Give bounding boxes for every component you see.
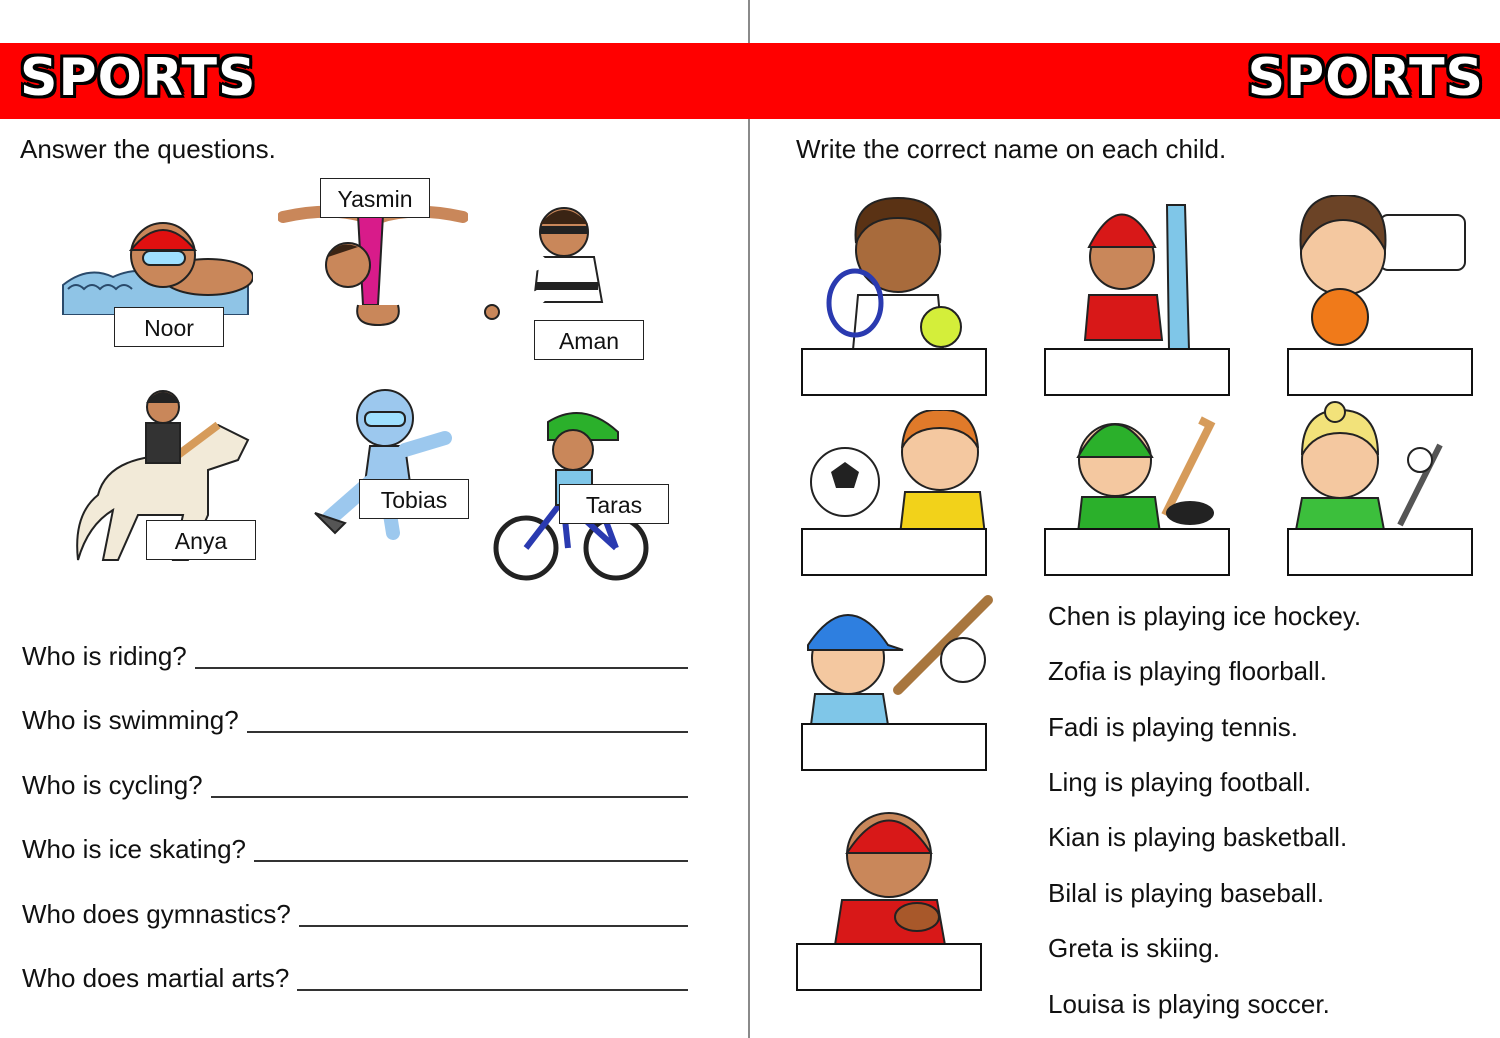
answer-line[interactable] [254, 859, 688, 862]
answer-line[interactable] [247, 730, 688, 733]
name-box-american-football[interactable] [796, 943, 982, 991]
label-noor: Noor [114, 307, 224, 347]
left-instruction: Answer the questions. [20, 134, 276, 164]
question-text: Who is cycling? [22, 770, 203, 800]
label-taras: Taras [559, 484, 669, 524]
skier-illustration [1067, 195, 1212, 350]
label-aman: Aman [534, 320, 644, 360]
question-text: Who is riding? [22, 641, 187, 671]
basketball-player-illustration [1285, 195, 1470, 350]
martial-artist-illustration [484, 202, 634, 332]
baseball-player-illustration [803, 590, 993, 725]
football-player-illustration [810, 410, 995, 535]
label-yasmin: Yasmin [320, 178, 430, 218]
page-title-right: SPORTS [1247, 48, 1484, 108]
answer-line[interactable] [299, 924, 688, 927]
answer-line[interactable] [195, 666, 688, 669]
question-swimming [22, 702, 688, 736]
answer-line[interactable] [297, 988, 688, 991]
question-text: Who is ice skating? [22, 834, 246, 864]
name-box-skier[interactable] [1044, 348, 1230, 396]
american-football-player-illustration [807, 805, 972, 945]
ice-hockey-player-illustration [1070, 415, 1225, 535]
question-text: Who does martial arts? [22, 963, 290, 993]
sentence-bilal: Bilal is playing baseball. [1048, 878, 1325, 908]
name-box-football[interactable] [801, 528, 987, 576]
question-text: Who does gymnastics? [22, 899, 291, 929]
sentence-louisa: Louisa is playing soccer. [1048, 989, 1330, 1019]
question-martial-arts [22, 960, 688, 994]
question-ice-skating [22, 831, 688, 865]
sentence-chen: Chen is playing ice hockey. [1048, 601, 1362, 631]
question-cycling [22, 767, 688, 801]
name-box-basketball[interactable] [1287, 348, 1473, 396]
swimmer-illustration [58, 215, 253, 315]
question-text: Who is swimming? [22, 705, 239, 735]
name-box-tennis[interactable] [801, 348, 987, 396]
right-instruction: Write the correct name on each child. [796, 134, 1227, 164]
sentence-zofia: Zofia is playing floorball. [1048, 656, 1327, 686]
sentence-greta: Greta is skiing. [1048, 933, 1220, 963]
sentence-ling: Ling is playing football. [1048, 767, 1312, 797]
floorball-player-illustration [1280, 400, 1465, 530]
question-gymnastics [22, 896, 688, 930]
question-riding [22, 638, 688, 672]
tennis-player-illustration [823, 195, 968, 350]
page-title-left: SPORTS [20, 48, 257, 108]
sentence-kian: Kian is playing basketball. [1048, 822, 1348, 852]
label-anya: Anya [146, 520, 256, 560]
sentence-fadi: Fadi is playing tennis. [1048, 712, 1299, 742]
page-divider [748, 0, 750, 1038]
label-tobias: Tobias [359, 479, 469, 519]
name-box-baseball[interactable] [801, 723, 987, 771]
name-box-floorball[interactable] [1287, 528, 1473, 576]
answer-line[interactable] [211, 795, 688, 798]
name-box-ice-hockey[interactable] [1044, 528, 1230, 576]
